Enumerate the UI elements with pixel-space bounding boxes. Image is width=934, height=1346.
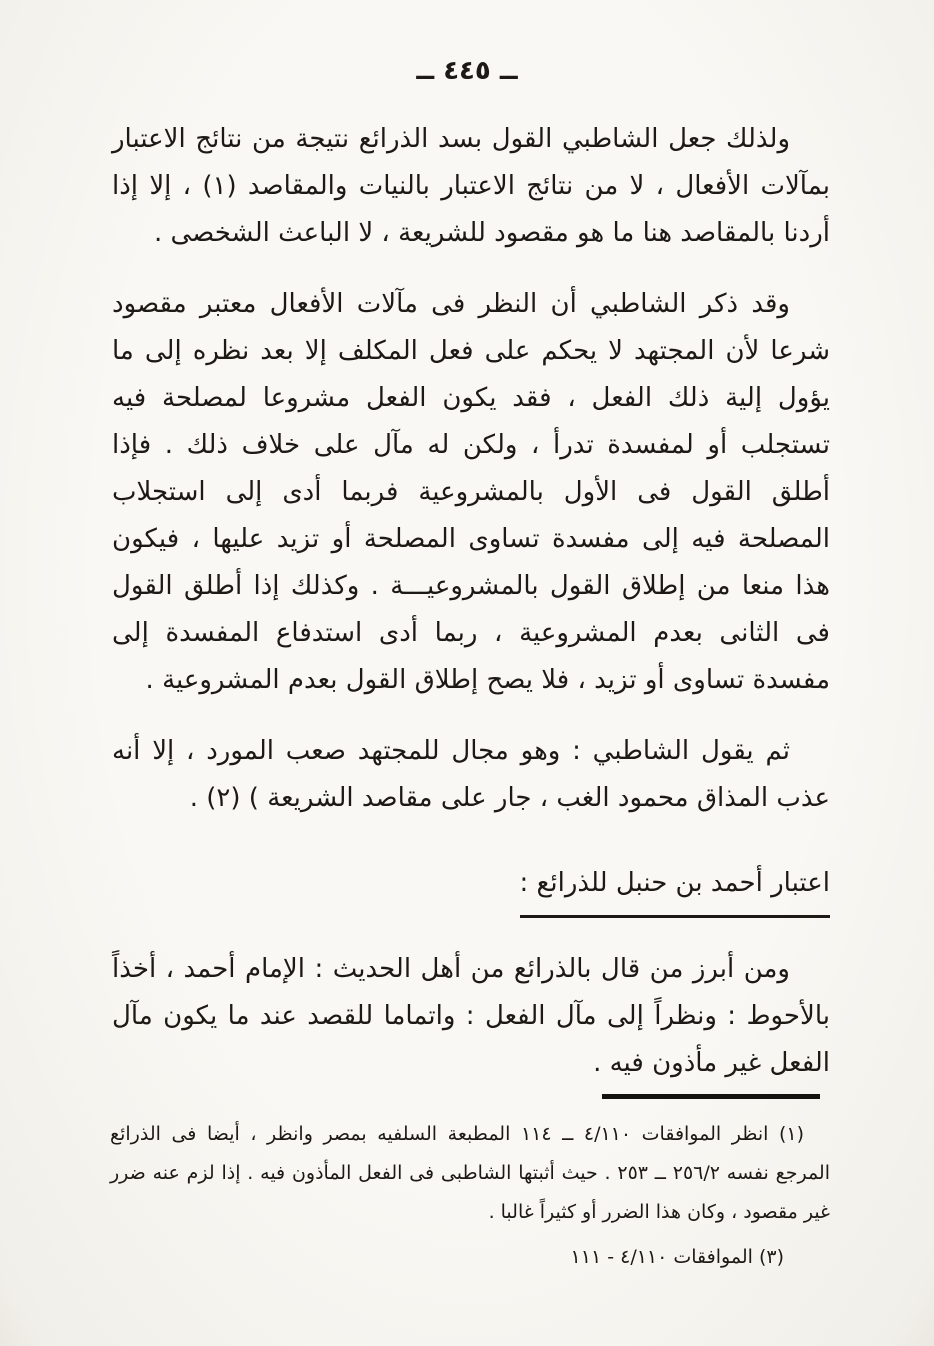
footnote-2: (٣) الموافقات ٤/١١٠ - ١١١ <box>570 1246 784 1268</box>
paragraph-2: وقد ذكر الشاطبي أن النظر فى مآلات الأفعال معتبر مقصود شرعا لأن المجتهد لا يحكم على فعل المكلف إلا بعد نظره إلى ما يؤول إلية ذلك الفعل ، فقد يكون الفعل مشروعا لمصلحة فيه تستجلب أو لمفسدة تدرأ ، ولكن له مآل على خلاف ذلك . فإذا أطلق القول فى الأول بالمشروعية فربما أدى إلى استجلاب المصلحة فيه إلى مفسدة تساوى المصلحة أو تزيد عليها ، فيكون هذا منعا من إطلاق القول بالمشروعيـــة . وكذلك إذا أطلق القول فى الثانى بعدم المشروعية ، ربما أدى استدفاع المفسدة إلى مفسدة تساوى أو تزيد ، فلا يصح إطلاق القول بعدم المشروعية . <box>112 289 830 695</box>
footnotes-block <box>110 1094 830 1277</box>
footnote-1: (١) انظر الموافقات ٤/١١٠ ــ ١١٤ المطبعة السلفيه بمصر وانظر ، أيضا فى الذرائع المرجع نفسه ٢٥٦/٢ ــ ٢٥٣ . حيث أثبتها الشاطبى فى الفعل المأذون فيه . إذا لزم عنه ضرر غير مقصود ، وكان هذا الضرر أو كثيراً غالبا . <box>110 1123 830 1223</box>
paragraph-4: ومن أبرز من قال بالذرائع من أهل الحديث : الإمام أحمد ، أخذاً بالأحوط : ونظراً إلى مآل الفعل : واتماما للقصد عند ما يكون مآل الفعل غير مأذون فيه . <box>112 954 830 1078</box>
paragraph-3-quote: ثم يقول الشاطبي : وهو مجال للمجتهد صعب المورد ، إلا أنه عذب المذاق محمود الغب ، جار على مقاصد الشريعة ) (٢) . <box>112 736 830 813</box>
main-text-column <box>112 116 830 1111</box>
section-heading-wrap <box>112 860 830 918</box>
footnote-separator-rule <box>602 1094 820 1099</box>
paragraph-1: ولذلك جعل الشاطبي القول بسد الذرائع نتيجة من نتائج الاعتبار بمآلات الأفعال ، لا من نتائج الاعتبار بالنيات والمقاصد (١) ، إلا إذا أردنا بالمقاصد هنا ما هو مقصود للشريعة ، لا الباعث الشخصى . <box>112 124 830 248</box>
page-number: ــ ٤٤٥ ــ <box>416 56 518 86</box>
section-heading: اعتبار أحمد بن حنبل للذرائع : <box>520 860 830 918</box>
